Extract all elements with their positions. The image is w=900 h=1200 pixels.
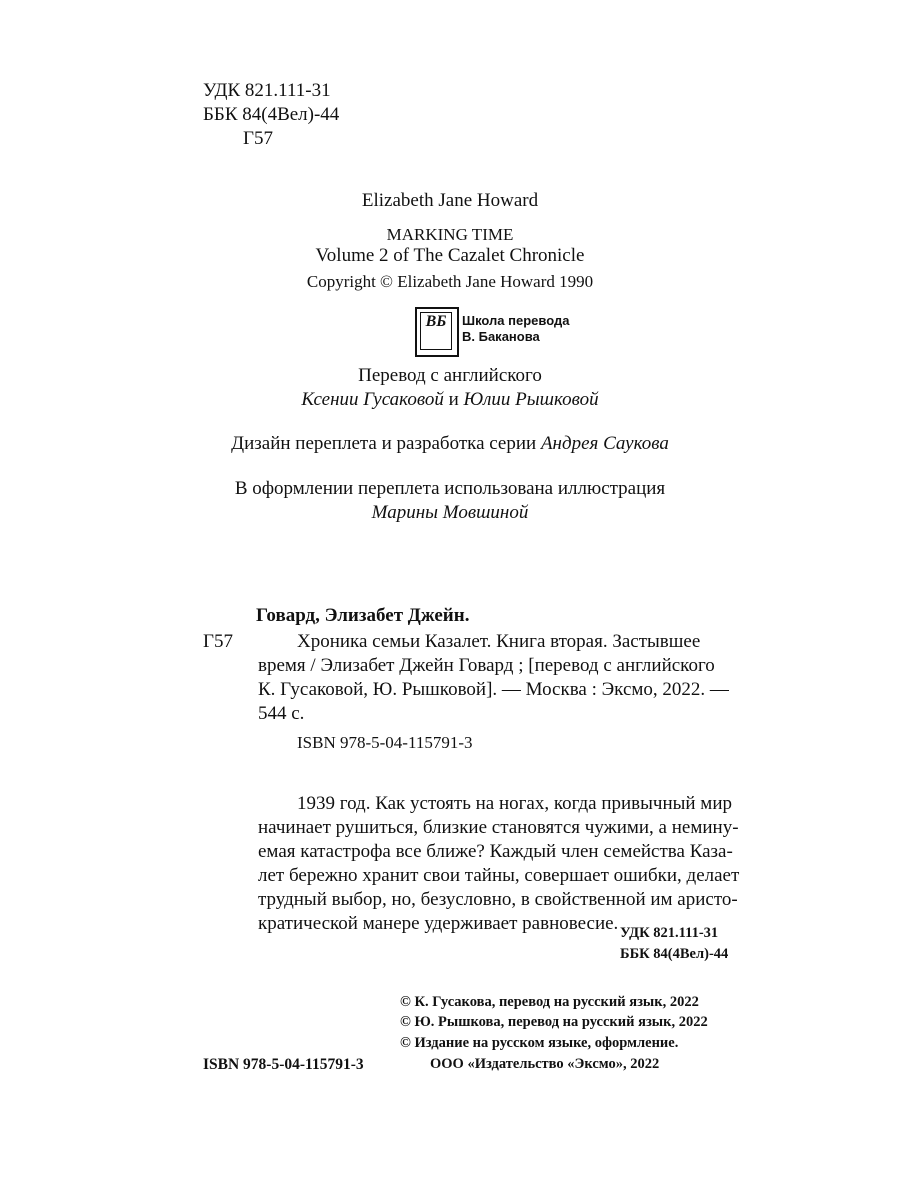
annotation-line4: лет бережно хранит свои тайны, совершает ошибки, делает — [258, 865, 740, 886]
rights-line3: © Издание на русском языке, оформление. — [400, 1035, 679, 1051]
translation-school-logo — [415, 307, 459, 357]
catalog-desc-line4: 544 с. — [258, 703, 305, 724]
catalog-desc-line3: К. Гусаковой, Ю. Рышковой]. — Москва : Эксмо, 2022. — — [258, 679, 729, 700]
cover-design-text: Дизайн переплета и разработка серии — [231, 433, 537, 454]
logo-caption-line1: Школа перевода — [462, 313, 570, 328]
logo-caption — [462, 313, 569, 345]
original-title: MARKING TIME — [386, 225, 514, 244]
catalog-isbn: ISBN 978-5-04-115791-3 — [297, 733, 473, 752]
translators — [0, 389, 900, 411]
catalog-author-heading: Говард, Элизабет Джейн. — [256, 605, 470, 626]
rights-line4: ООО «Издательство «Эксмо», 2022 — [430, 1056, 660, 1072]
original-copyright: Copyright © Elizabeth Jane Howard 1990 — [306, 272, 594, 291]
catalog-desc-line2: время / Элизабет Джейн Говард ; [перевод с английского — [258, 655, 715, 676]
bbk-code: ББК 84(4Вел)-44 — [203, 104, 340, 125]
translator-conj: и — [448, 389, 459, 410]
logo-mark: ВБ — [420, 312, 452, 350]
author-mark: Г57 — [243, 128, 273, 149]
translation-label: Перевод с английского — [358, 365, 542, 386]
catalog-mark: Г57 — [203, 631, 233, 652]
cover-designer: Андрея Саукова — [540, 433, 669, 454]
illustration-artist: Марины Мовшиной — [371, 502, 529, 523]
annotation-line3: емая катастрофа все ближе? Каждый член семейства Каза- — [258, 841, 733, 862]
footer-isbn: ISBN 978-5-04-115791-3 — [203, 1056, 364, 1073]
annotation-line5: трудный выбор, но, безусловно, в свойственной им аристо- — [258, 889, 738, 910]
illustration-text: В оформлении переплета использована иллюстрация — [234, 478, 666, 499]
cover-design — [0, 433, 900, 455]
original-author: Elizabeth Jane Howard — [361, 190, 539, 211]
rights-line1: © К. Гусакова, перевод на русский язык, 2022 — [400, 994, 699, 1010]
original-volume: Volume 2 of The Cazalet Chronicle — [315, 245, 585, 266]
annotation-line1: 1939 год. Как устоять на ногах, когда привычный мир — [297, 793, 732, 814]
footer-udk-code: УДК 821.111-31 — [620, 925, 719, 941]
translator-2: Юлии Рышковой — [463, 389, 599, 410]
footer-bbk-code: ББК 84(4Вел)-44 — [620, 946, 729, 962]
translator-1: Ксении Гусаковой — [301, 389, 444, 410]
udk-code: УДК 821.111-31 — [203, 80, 331, 101]
catalog-desc-line1: Хроника семьи Казалет. Книга вторая. Застывшее — [297, 631, 701, 652]
annotation-line6: кратической манере удерживает равновесие. — [258, 913, 619, 934]
logo-caption-line2: В. Баканова — [462, 329, 540, 344]
annotation-line2: начинает рушиться, близкие становятся чужими, а немину- — [258, 817, 739, 838]
rights-line2: © Ю. Рышкова, перевод на русский язык, 2022 — [400, 1014, 708, 1030]
